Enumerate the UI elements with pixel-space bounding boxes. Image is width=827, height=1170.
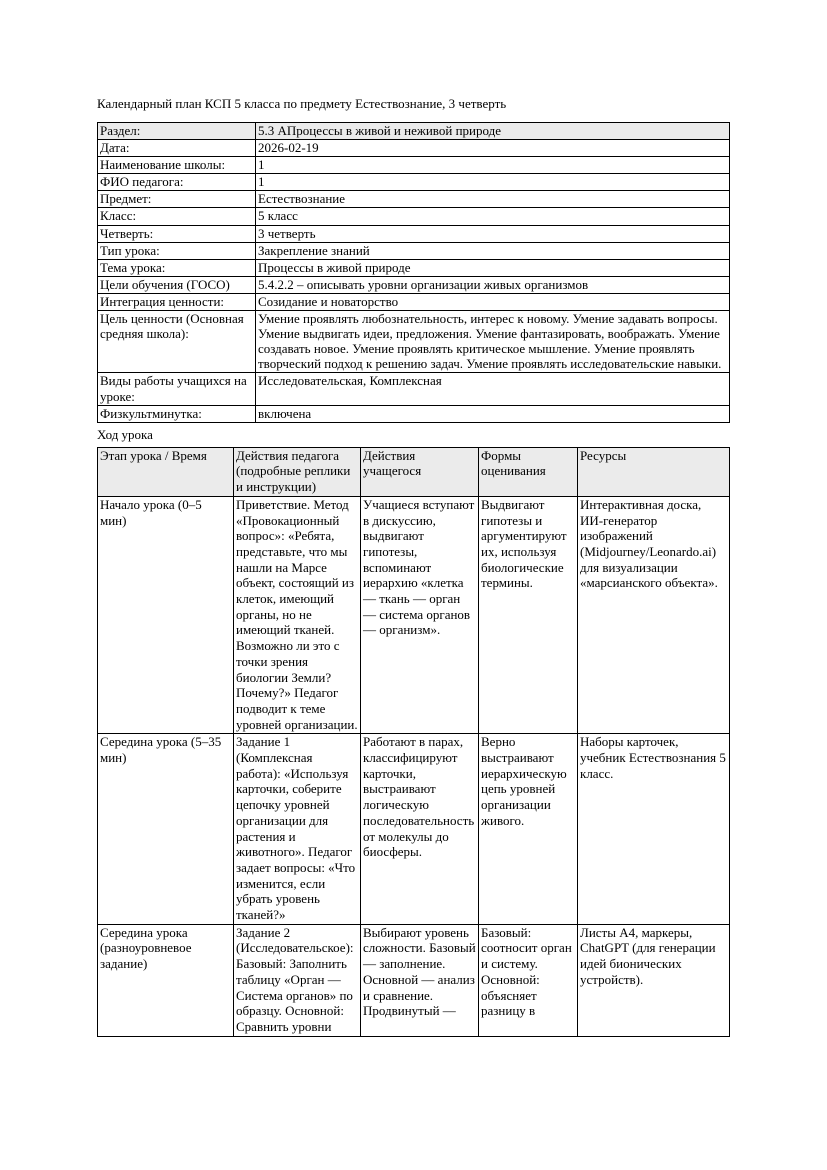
lesson-table-header [98,447,730,496]
header-row [98,447,730,496]
table-row [98,242,730,259]
info-label-cell: ФИО педагога: [98,174,256,191]
lesson-table-body [98,496,730,1036]
info-label-cell: Тема урока: [98,259,256,276]
info-value-cell: Процессы в живой природе [256,259,730,276]
info-label-cell: Раздел: [98,123,256,140]
stage-cell: Середина урока (5–35 мин) [98,734,234,924]
table-row [98,276,730,293]
table-row [98,734,730,924]
table-row [98,208,730,225]
info-value-cell: 2026-02-19 [256,140,730,157]
info-label-cell: Интеграция ценности: [98,293,256,310]
table-row [98,496,730,734]
table-row [98,225,730,242]
teacher-actions-cell: Приветствие. Метод «Провокационный вопрос»: «Ребята, представьте, что мы нашли на Марсе объект, состоящий из клеток, имеющий органы, но не имеющий тканей. Возможно ли это с точки зрения биологии Земли? Почему?» Педагог подводит к теме уровней организации. [234,496,361,734]
info-value-cell: 5.4.2.2 – описывать уровни организации живых организмов [256,276,730,293]
info-label-cell: Цель ценности (Основная средняя школа): [98,311,256,373]
section-heading: Ход урока [97,426,153,442]
table-row [98,157,730,174]
student-actions-cell: Выбирают уровень сложности. Базовый — заполнение. Основной — анализ и сравнение. Продвинутый — [361,924,479,1036]
assessment-cell: Верно выстраивают иерархическую цепь уровней организации живого. [479,734,578,924]
table-row [98,191,730,208]
column-header-teacher-actions: Действия педагога (подробные реплики и инструкции) [234,447,361,496]
assessment-cell: Базовый: соотносит орган и систему. Основной: объясняет разницу в [479,924,578,1036]
lesson-info-table [97,122,730,423]
table-row [98,924,730,1036]
stage-cell: Середина урока (разноуровневое задание) [98,924,234,1036]
info-value-cell: 3 четверть [256,225,730,242]
column-header-resources: Ресурсы [578,447,730,496]
info-value-cell: Созидание и новаторство [256,293,730,310]
table-row [98,405,730,422]
info-label-cell: Виды работы учащихся на уроке: [98,373,256,405]
page-title: Календарный план КСП 5 класса по предмету Естествознание, 3 четверть [97,96,507,111]
info-value-cell: Умение проявлять любознательность, интерес к новому. Умение задавать вопросы. Умение выдвигать идеи, предложения. Умение фантазировать, воображать. Умение создавать новое. Умение проявлять критическое мышление. Умение проявлять творческий подход к решению задач. Умение проявлять исследовательские навыки. [256,311,730,373]
info-value-cell: Исследовательская, Комплексная [256,373,730,405]
table-row [98,373,730,405]
column-header-stage: Этап урока / Время [98,447,234,496]
info-label-cell: Наименование школы: [98,157,256,174]
resources-cell: Наборы карточек, учебник Естествознания 5 класс. [578,734,730,924]
info-label-cell: Тип урока: [98,242,256,259]
student-actions-cell: Учащиеся вступают в дискуссию, выдвигают гипотезы, вспоминают иерархию «клетка — ткань — орган — система органов — организм». [361,496,479,734]
info-label-cell: Дата: [98,140,256,157]
info-label-cell: Цели обучения (ГОСО) [98,276,256,293]
info-value-cell: 1 [256,174,730,191]
lesson-flow-table [97,447,730,1037]
teacher-actions-cell: Задание 1 (Комплексная работа): «Используя карточки, соберите цепочку уровней организации для растения и животного». Педагог задает вопросы: «Что изменится, если убрать уровень тканей?» [234,734,361,924]
info-value-cell: 1 [256,157,730,174]
info-label-cell: Четверть: [98,225,256,242]
teacher-actions-cell: Задание 2 (Исследовательское): Базовый: Заполнить таблицу «Орган — Система органов» по образцу. Основной: Сравнить уровни [234,924,361,1036]
column-header-student-actions: Действия учащегося [361,447,479,496]
column-header-assessment: Формы оценивания [479,447,578,496]
info-label-cell: Физкультминутка: [98,405,256,422]
info-value-cell: 5 класс [256,208,730,225]
table-row [98,311,730,373]
table-row [98,293,730,310]
info-value-cell: Закрепление знаний [256,242,730,259]
table-row [98,140,730,157]
resources-cell: Интерактивная доска, ИИ-генератор изображений (Midjourney/Leonardo.ai) для визуализации «марсианского объекта». [578,496,730,734]
table-row [98,123,730,140]
info-label-cell: Предмет: [98,191,256,208]
table-row [98,174,730,191]
resources-cell: Листы А4, маркеры, ChatGPT (для генерации идей бионических устройств). [578,924,730,1036]
student-actions-cell: Работают в парах, классифицируют карточки, выстраивают логическую последовательность от молекулы до биосферы. [361,734,479,924]
page-content [97,96,729,1037]
table-row [98,259,730,276]
stage-cell: Начало урока (0–5 мин) [98,496,234,734]
assessment-cell: Выдвигают гипотезы и аргументируют их, используя биологические термины. [479,496,578,734]
info-table-body [98,123,730,423]
info-value-cell: включена [256,405,730,422]
info-value-cell: Естествознание [256,191,730,208]
info-value-cell: 5.3 АПроцессы в живой и неживой природе [256,123,730,140]
info-label-cell: Класс: [98,208,256,225]
